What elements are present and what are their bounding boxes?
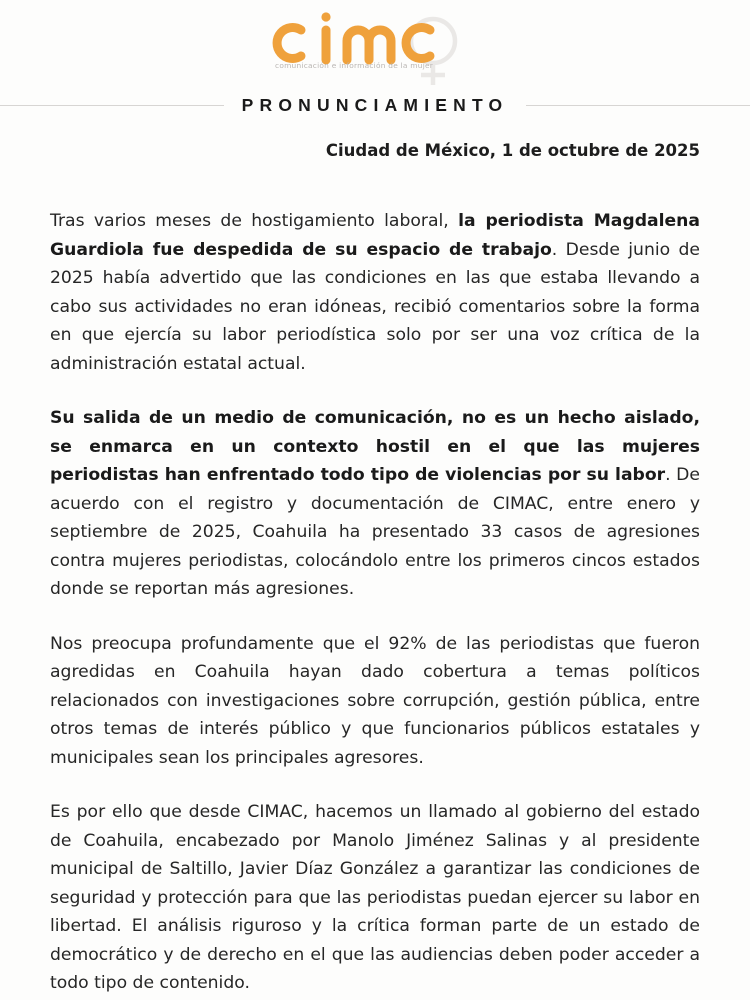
- cimac-wordmark-icon: [270, 8, 455, 66]
- cimac-logo: [0, 8, 750, 90]
- document-body: [50, 207, 700, 998]
- page-title: PRONUNCIAMIENTO: [241, 94, 509, 115]
- title-row: [0, 90, 750, 120]
- dateline: Ciudad de México, 1 de octubre de 2025: [325, 141, 700, 160]
- paragraph-2-rest: . De acuerdo con el registro y documentación de CIMAC, entre enero y septiembre de 2025, Coahuila ha presentado 33 casos de agresiones contra mujeres periodistas, colocándolo entre los primeros cincos estados donde se reportan más agresiones.: [50, 465, 700, 599]
- paragraph-2-emphasis: Su salida de un medio de comunicación, no es un hecho aislado, se enmarca en un contexto hostil en el que las mujeres periodistas han enfrentado todo tipo de violencias por su labor: [50, 408, 700, 485]
- paragraph-1-rest: . Desde junio de 2025 había advertido que las condiciones en las que estaba llevando a cabo sus actividades no eran idóneas, recibió comentarios sobre la forma en que ejercía su labor periodística solo por ser una voz crítica de la administración estatal actual.: [50, 239, 700, 374]
- title-rule-right: [526, 105, 750, 106]
- paragraph-2: [50, 404, 700, 604]
- paragraph-4: Es por ello que desde CIMAC, hacemos un llamado al gobierno del estado de Coahuila, encabezado por Manolo Jiménez Salinas y al presidente municipal de Saltillo, Javier Díaz González a garantizar las condiciones de seguridad y protección para que las periodistas puedan ejercer su labor en libertad. El análisis riguroso y la crítica forman parte de un estado de democrático y de derecho en el que las audiencias deben poder acceder a todo tipo de contenido.: [50, 802, 700, 993]
- paragraph-1: [50, 207, 700, 378]
- paragraph-3: Nos preocupa profundamente que el 92% de las periodistas que fueron agredidas en Coahuila hayan dado cobertura a temas políticos relacionados con investigaciones sobre corrupción, gestión pública, entre otros temas de interés público y que funcionarios públicos estatales y municipales sean los principales agresores.: [50, 633, 700, 768]
- title-rule-left: [0, 105, 224, 106]
- logo-tagline: comunicación e información de la mujer: [275, 61, 434, 70]
- paragraph-1-lead: Tras varios meses de hostigamiento laboral,: [50, 211, 459, 231]
- paragraph-1-emphasis: la periodista Magdalena Guardiola fue despedida de su espacio de trabajo: [50, 211, 700, 260]
